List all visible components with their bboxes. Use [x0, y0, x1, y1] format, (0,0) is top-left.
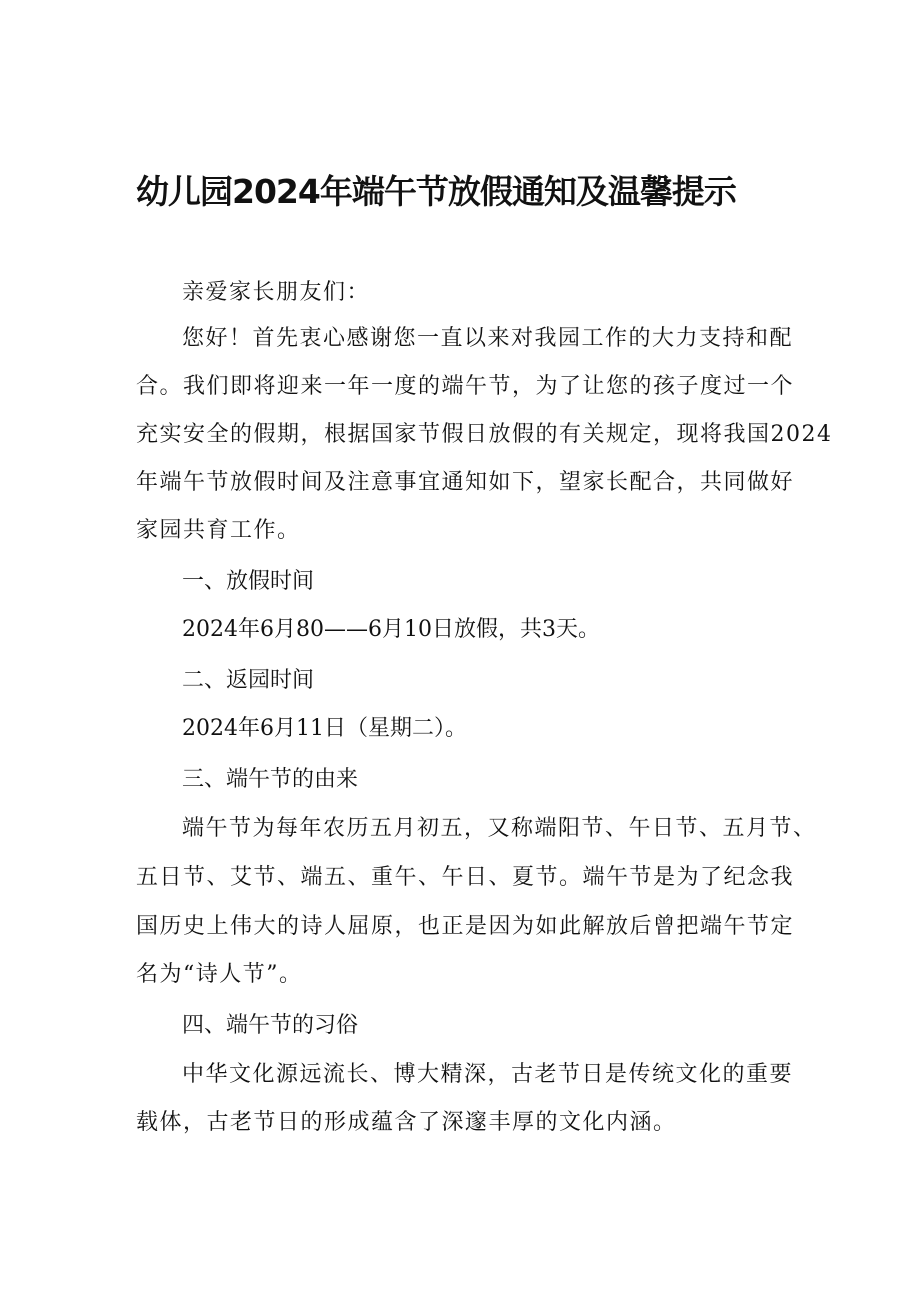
section-line: 2024年6月80——6月10日放假，共3天。 — [182, 617, 600, 642]
section-heading-customs: 四、端午节的习俗 — [182, 1013, 359, 1038]
intro-line: 合。我们即将迎来一年一度的端午节，为了让您的孩子度过一个 — [136, 374, 795, 399]
section-line: 名为“诗人节”。 — [136, 962, 303, 987]
section-heading-origin: 三、端午节的由来 — [182, 767, 359, 792]
section-line: 五日节、艾节、端五、重午、午日、夏节。端午节是为了纪念我 — [136, 865, 795, 890]
section-line: 端午节为每年农历五月初五，又称端阳节、午日节、五月节、 — [182, 816, 817, 841]
section-line: 2024年6月11日（星期二）。 — [182, 716, 467, 741]
greeting: 亲爱家长朋友们： — [182, 280, 371, 305]
section-heading-holiday-time: 一、放假时间 — [182, 569, 315, 594]
intro-line: 充实安全的假期，根据国家节假日放假的有关规定，现将我国2024 — [136, 422, 833, 447]
section-line: 中华文化源远流长、博大精深，古老节日是传统文化的重要 — [182, 1062, 794, 1087]
section-heading-return-time: 二、返园时间 — [182, 668, 315, 693]
intro-line: 您好！首先衷心感谢您一直以来对我园工作的大力支持和配 — [182, 326, 794, 351]
section-line: 国历史上伟大的诗人屈原，也正是因为如此解放后曾把端午节定 — [136, 914, 795, 939]
intro-line: 年端午节放假时间及注意事宜通知如下，望家长配合，共同做好 — [136, 470, 795, 495]
section-line: 载体，古老节日的形成蕴含了深邃丰厚的文化内涵。 — [136, 1110, 677, 1135]
document-title: 幼儿园2024年端午节放假通知及温馨提示 — [136, 172, 736, 211]
intro-line: 家园共育工作。 — [136, 518, 301, 543]
